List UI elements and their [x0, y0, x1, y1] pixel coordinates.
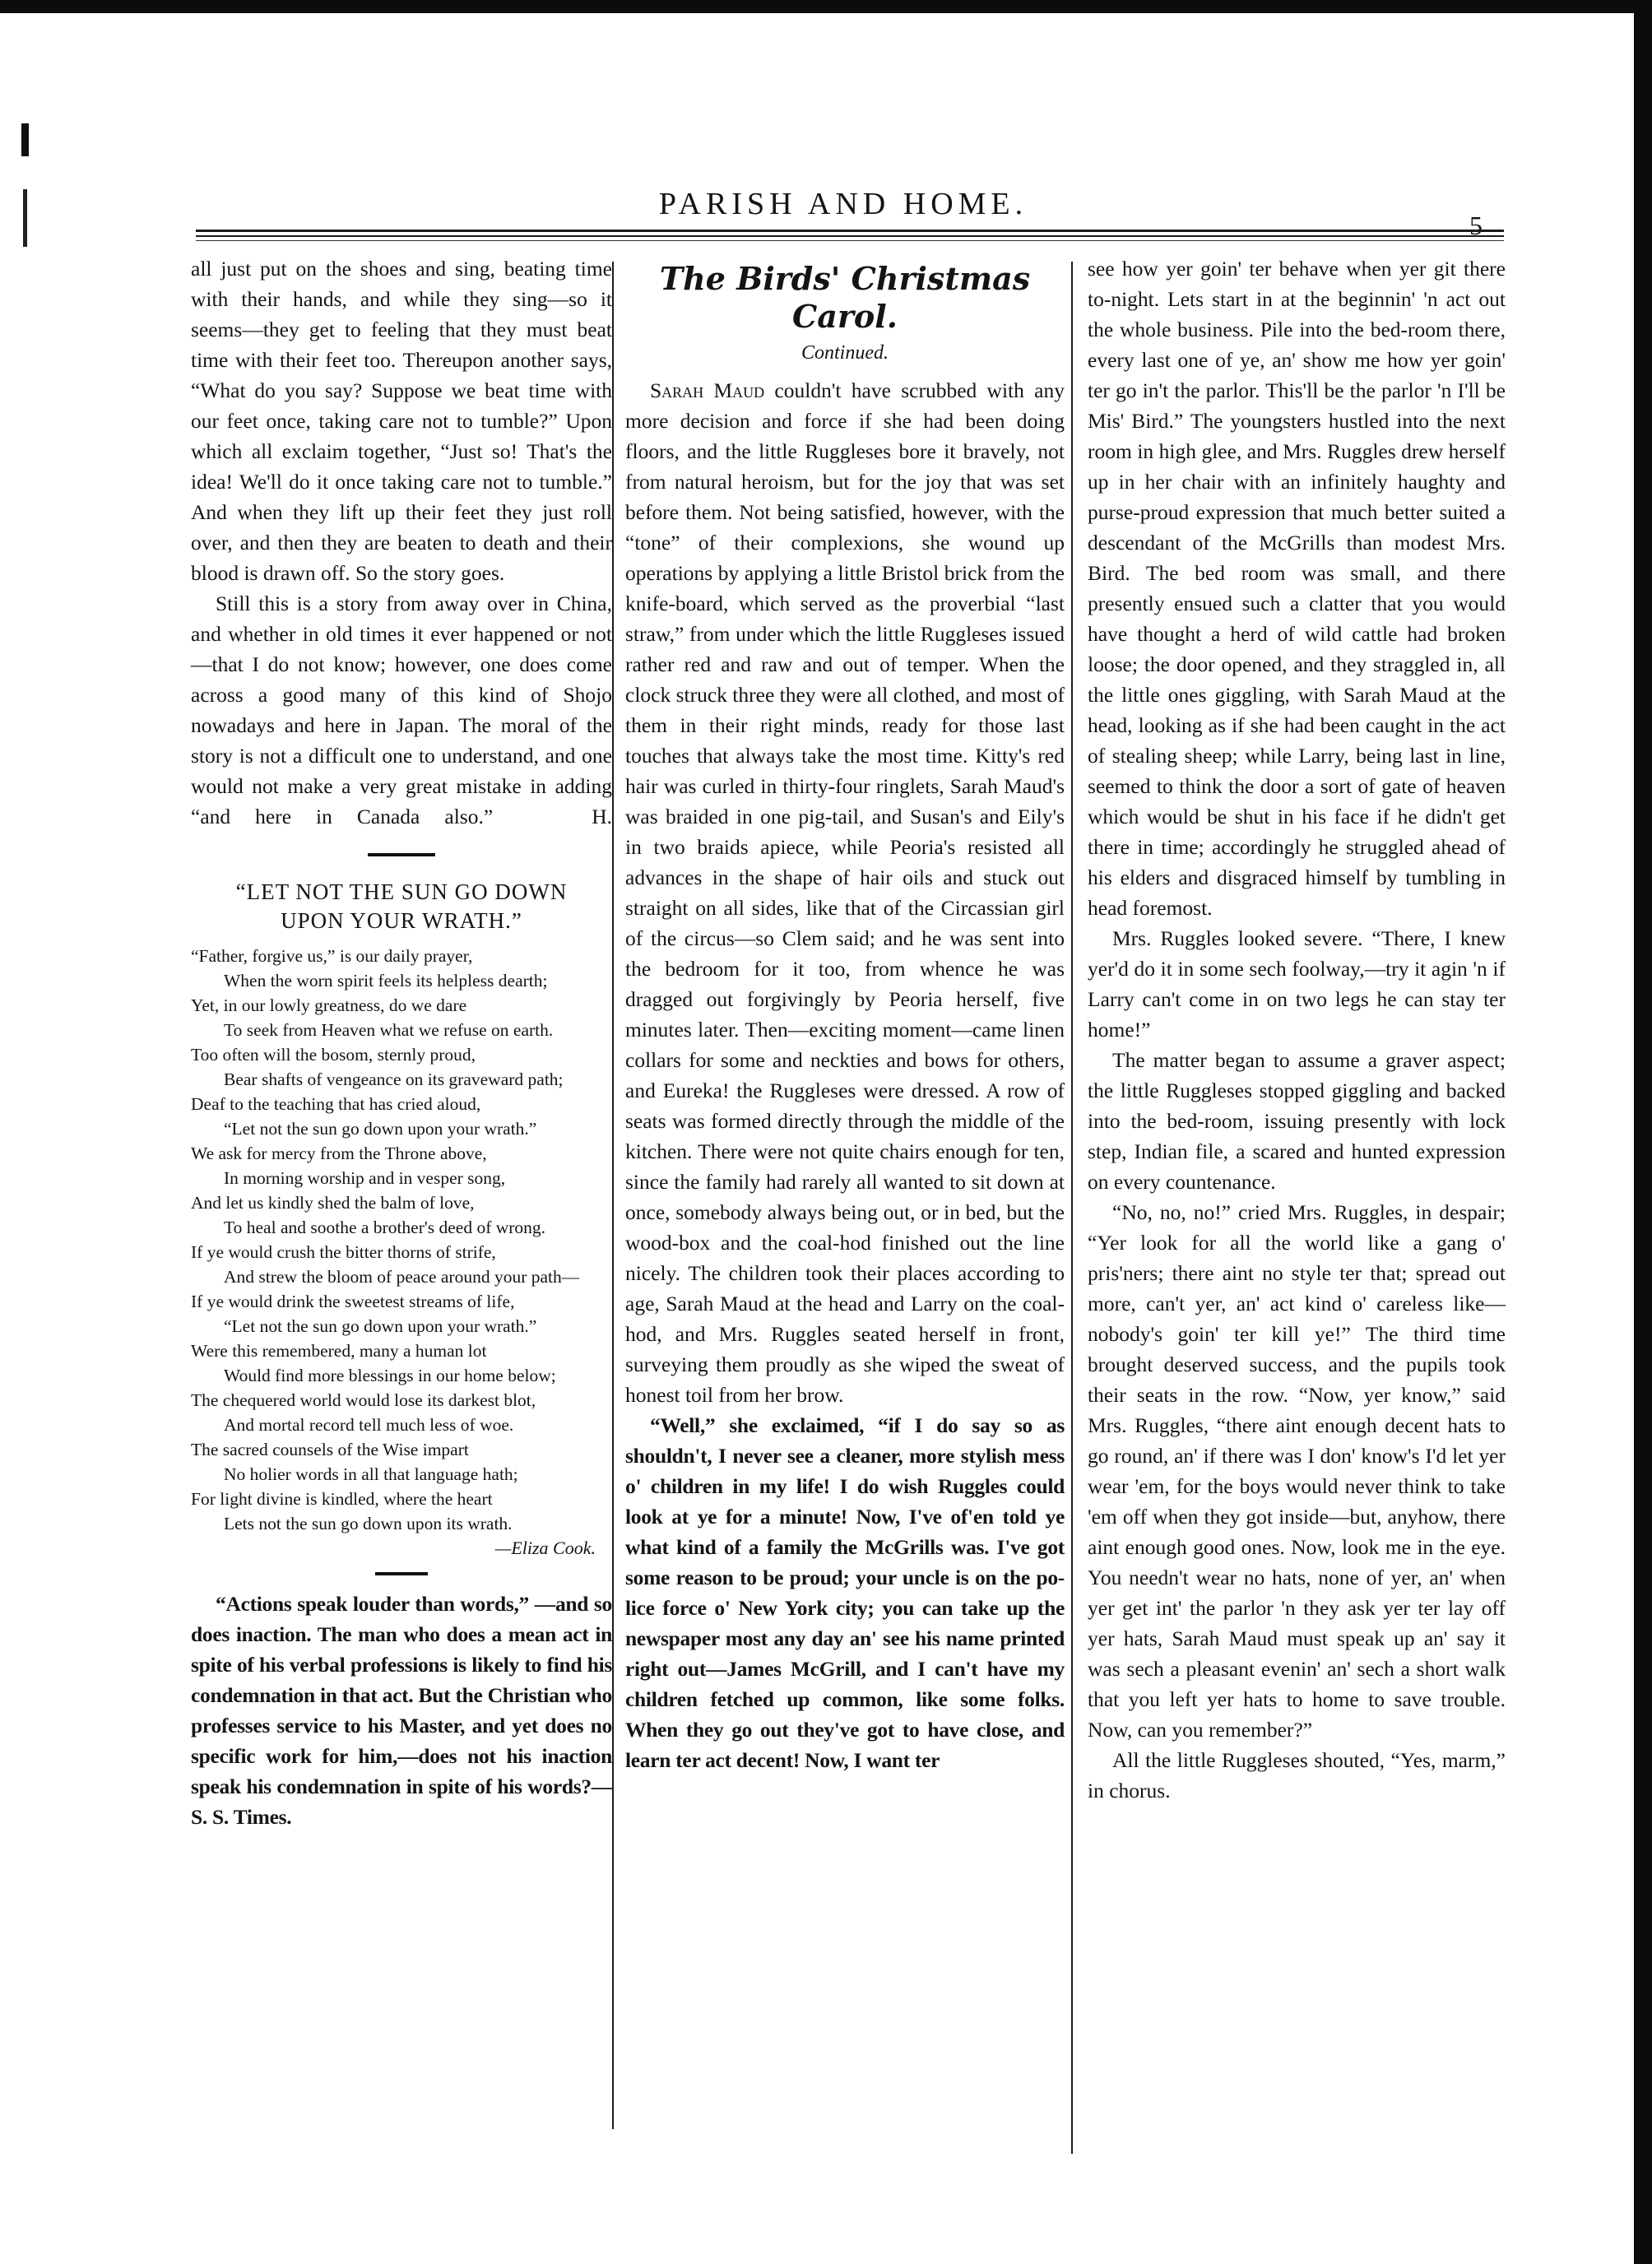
poem-line: When the worn spirit feels its helpless dearth;	[224, 971, 548, 990]
paragraph: Mrs. Ruggles looked severe. “There, I knew yer'd do it in some sech foolway,—try it agin 'n if Larry can't come in on two legs he can stay ter home!”	[1088, 926, 1506, 1042]
header-rule	[196, 230, 1504, 232]
poem-line: Deaf to the teaching that has cried aloud,	[191, 1094, 481, 1114]
poem-line: We ask for mercy from the Throne above,	[191, 1144, 487, 1163]
poem-author: —Eliza Cook.	[494, 1538, 596, 1558]
poem-line: No holier words in all that language hath;	[224, 1464, 518, 1484]
poem-line: “Let not the sun go down upon your wrath.”	[224, 1316, 537, 1336]
scan-mark	[21, 123, 29, 156]
poem-line: And let us kindly shed the balm of love,	[191, 1193, 475, 1213]
poem-line: Lets not the sun go down upon its wrath.	[224, 1514, 513, 1533]
poem-line: Too often will the bosom, sternly proud,	[191, 1045, 476, 1065]
poem-line: “Let not the sun go down upon your wrath.”	[224, 1119, 537, 1139]
poem-line: For light divine is kindled, where the heart	[191, 1489, 493, 1509]
paragraph: “Actions speak louder than words,” —and so does inaction. The man who does a mean act in spite of his verbal professions is likely to find his condemnation in that act. But the Christian who professes service to his Master, and yet does no specific work for him,—does not his inaction speak his condemnation in spite of his words?—S. S. Times.	[191, 1592, 612, 1829]
paragraph	[625, 375, 1065, 1410]
bold-paragraph-block	[625, 1410, 1065, 1775]
column-right	[1088, 253, 1506, 1806]
section-divider	[368, 853, 435, 856]
poem-line: And strew the bloom of peace around your path—	[224, 1267, 580, 1287]
section-divider	[375, 1572, 428, 1575]
lead-in: Sarah Maud	[650, 378, 765, 402]
paragraph	[191, 588, 612, 832]
paragraph: The matter began to assume a graver aspect; the little Ruggleses stopped giggling and backed into the bed-room, issuing presently with lock step, Indian file, a scared and hunted expression on every countenance.	[1088, 1048, 1506, 1194]
column-divider	[1071, 262, 1073, 2154]
poem-line: Were this remembered, many a human lot	[191, 1341, 487, 1361]
poem-line: To heal and soothe a brother's deed of wrong.	[224, 1218, 546, 1237]
poem-line: “Father, forgive us,” is our daily prayer,	[191, 946, 473, 966]
paragraph: All the little Ruggleses shouted, “Yes, marm,” in chorus.	[1088, 1748, 1506, 1802]
story-title: The Birds' Christmas Carol.	[659, 260, 1031, 335]
signature: H.	[592, 805, 613, 828]
poem-line: If ye would drink the sweetest streams of life,	[191, 1292, 515, 1311]
poem-line: The sacred counsels of the Wise impart	[191, 1440, 469, 1459]
poem-line: Would find more blessings in our home below;	[224, 1366, 556, 1385]
scan-border-top	[0, 0, 1652, 13]
poem-line: The chequered world would lose its darkest blot,	[191, 1390, 536, 1410]
paragraph: “Well,” she exclaimed, “if I do say so as shouldn't, I never see a cleaner, more stylish mess o' children in my life! I do wish Ruggles could look at ye for a minute! Now, I've of'en told ye what kind of a family the McGrills was. I've got some reason to be proud; your uncle is on the po-lice force o' New York city; you can take up the newspaper most any day an' see his name printed right out—James McGrill, and I can't have my children fetched up common, like some folks. When they go out they've got to have close, and learn ter act decent! Now, I want ter	[625, 1413, 1065, 1772]
column-divider	[612, 262, 614, 2129]
paragraph: all just put on the shoes and sing, beating time with their hands, and while they sing—so it seems—they get to feeling that they must beat time with their feet too. Thereupon another says, “What do you say? Suppose we beat time with our feet once, taking care not to tumble?” Upon which all exclaim together, “Just so! That's the idea! We'll do it once taking care not to tumble.” And when they lift up their feet they just roll over, and then they are beaten to death and their blood is drawn off. So the story goes.	[191, 257, 612, 585]
poem-title: “LET NOT THE SUN GO DOWN	[235, 879, 568, 904]
poem-title: UPON YOUR WRATH.”	[281, 908, 522, 933]
continued-label: Continued.	[801, 342, 889, 364]
poem-line: If ye would crush the bitter thorns of strife,	[191, 1242, 496, 1262]
paragraph: see how yer goin' ter behave when yer git there to-night. Lets start in at the beginnin' 'n act out the whole business. Pile into the bed-room there, every last one of ye, an' show me how yer goin' ter go in't the parlor. This'll be the parlor 'n I'll be Mis' Bird.” The youngsters hustled into the next room in high glee, and Mrs. Ruggles drew herself up in her chair with an infinitely haughty and purse-proud expression that much better suited a descendant of the McGrills than modest Mrs. Bird. The bed room was small, and there presently ensued such a clatter that you would have thought a herd of wild cattle had broken loose; the door opened, and they straggled in, all the little ones giggling, with Sarah Maud at the head, looking as if she had been caught in the act of stealing sheep; while Larry, being last in line, seemed to think the door a sort of gate of heaven which would be shut in his face if he didn't get there in time; accordingly he struggled ahead of his elders and disgraced himself by tumbling in head foremost.	[1088, 257, 1506, 920]
scan-border-right	[1634, 0, 1652, 2264]
paragraph-text: Still this is a story from away over in China, and whether in old times it ever happened or not—that I do not know; however, one does come across a good many of this kind of Shojo nowadays and here in Japan. The moral of the story is not a difficult one to understand, and one would not make a very great mistake in adding “and here in Canada also.”	[191, 592, 612, 828]
poem-line: Yet, in our lowly greatness, do we dare	[191, 995, 467, 1015]
page-header-title: PARISH AND HOME.	[658, 187, 1028, 221]
bold-paragraph-block	[191, 1589, 612, 1832]
scan-mark	[23, 189, 27, 247]
paragraph-text: couldn't have scrubbed with any more decision and force if she had been doing floors, and the little Ruggleses bore it bravely, not from natural heroism, but for the joy that was set before them. Not being satisfied, however, with the “tone” of their complexions, she wound up operations by applying a little Bristol brick from the knife-board, which served as the proverbial “last straw,” from under which the little Ruggleses issued rather red and raw and out of temper. When the clock struck three they were all clothed, and most of them in their right minds, ready for those last touches that always take the most time. Kitty's red hair was curled in thirty-four ringlets, Sarah Maud's was braided in one pig-tail, and Susan's and Eily's in two braids apiece, while Peoria's resisted all advances in the shape of hair oils and stuck out straight on all sides, like that of the Circassian girl of the circus—so Clem said; and he was sent into the bedroom for it too, from whence he was dragged out forgivingly by Peoria herself, five minutes later. Then—exciting moment—came linen collars for some and neckties and bows for others, and Eureka! the Ruggleses were dressed. A row of seats was formed directly through the middle of the kitchen. There were not quite chairs enough for ten, since the family had rarely all wanted to sit down at once, somebody always being out, or in bed, but the wood-box and the coal-hod finished out the line nicely. The children took their places according to age, Sarah Maud at the head and Larry on the coal-hod, and Mrs. Ruggles seated herself in front, surveying them proudly as she wiped the sweat of honest toil from her brow.	[625, 378, 1065, 1407]
poem-line: To seek from Heaven what we refuse on earth.	[224, 1020, 554, 1040]
poem	[191, 944, 612, 1561]
page-number: 5	[1469, 211, 1483, 240]
poem-line: In morning worship and in vesper song,	[224, 1168, 506, 1188]
paragraph: “No, no, no!” cried Mrs. Ruggles, in despair; “Yer look for all the world like a gang o' pris'ners; there aint no style ter that; spread out more, can't yer, an' act kind o' careless like—nobody's goin' ter kill ye!” The third time brought deserved success, and the pupils took their seats in the row. “Now, yer know,” said Mrs. Ruggles, “there aint enough decent hats to go round, an' if there was I don' know's I'd let yer wear 'em, for the boys would never think to take 'em off when they got inside—but, anyhow, there aint enough good ones. Now, look me in the eye. You needn't wear no hats, none of yer, an' when yer get int' the parlor 'n they ask yer ter lay off yer hats, Sarah Maud must speak up an' say it was sech a pleasant evenin' an' sech a short walk that you left yer hats to home to save trouble. Now, can you remember?”	[1088, 1200, 1506, 1742]
column-middle	[625, 253, 1065, 1775]
poem-line: Bear shafts of vengeance on its graveward path;	[224, 1069, 564, 1089]
header-rule	[196, 240, 1504, 241]
header-rule	[196, 235, 1504, 237]
column-left	[191, 253, 612, 1832]
poem-line: And mortal record tell much less of woe.	[224, 1415, 514, 1435]
